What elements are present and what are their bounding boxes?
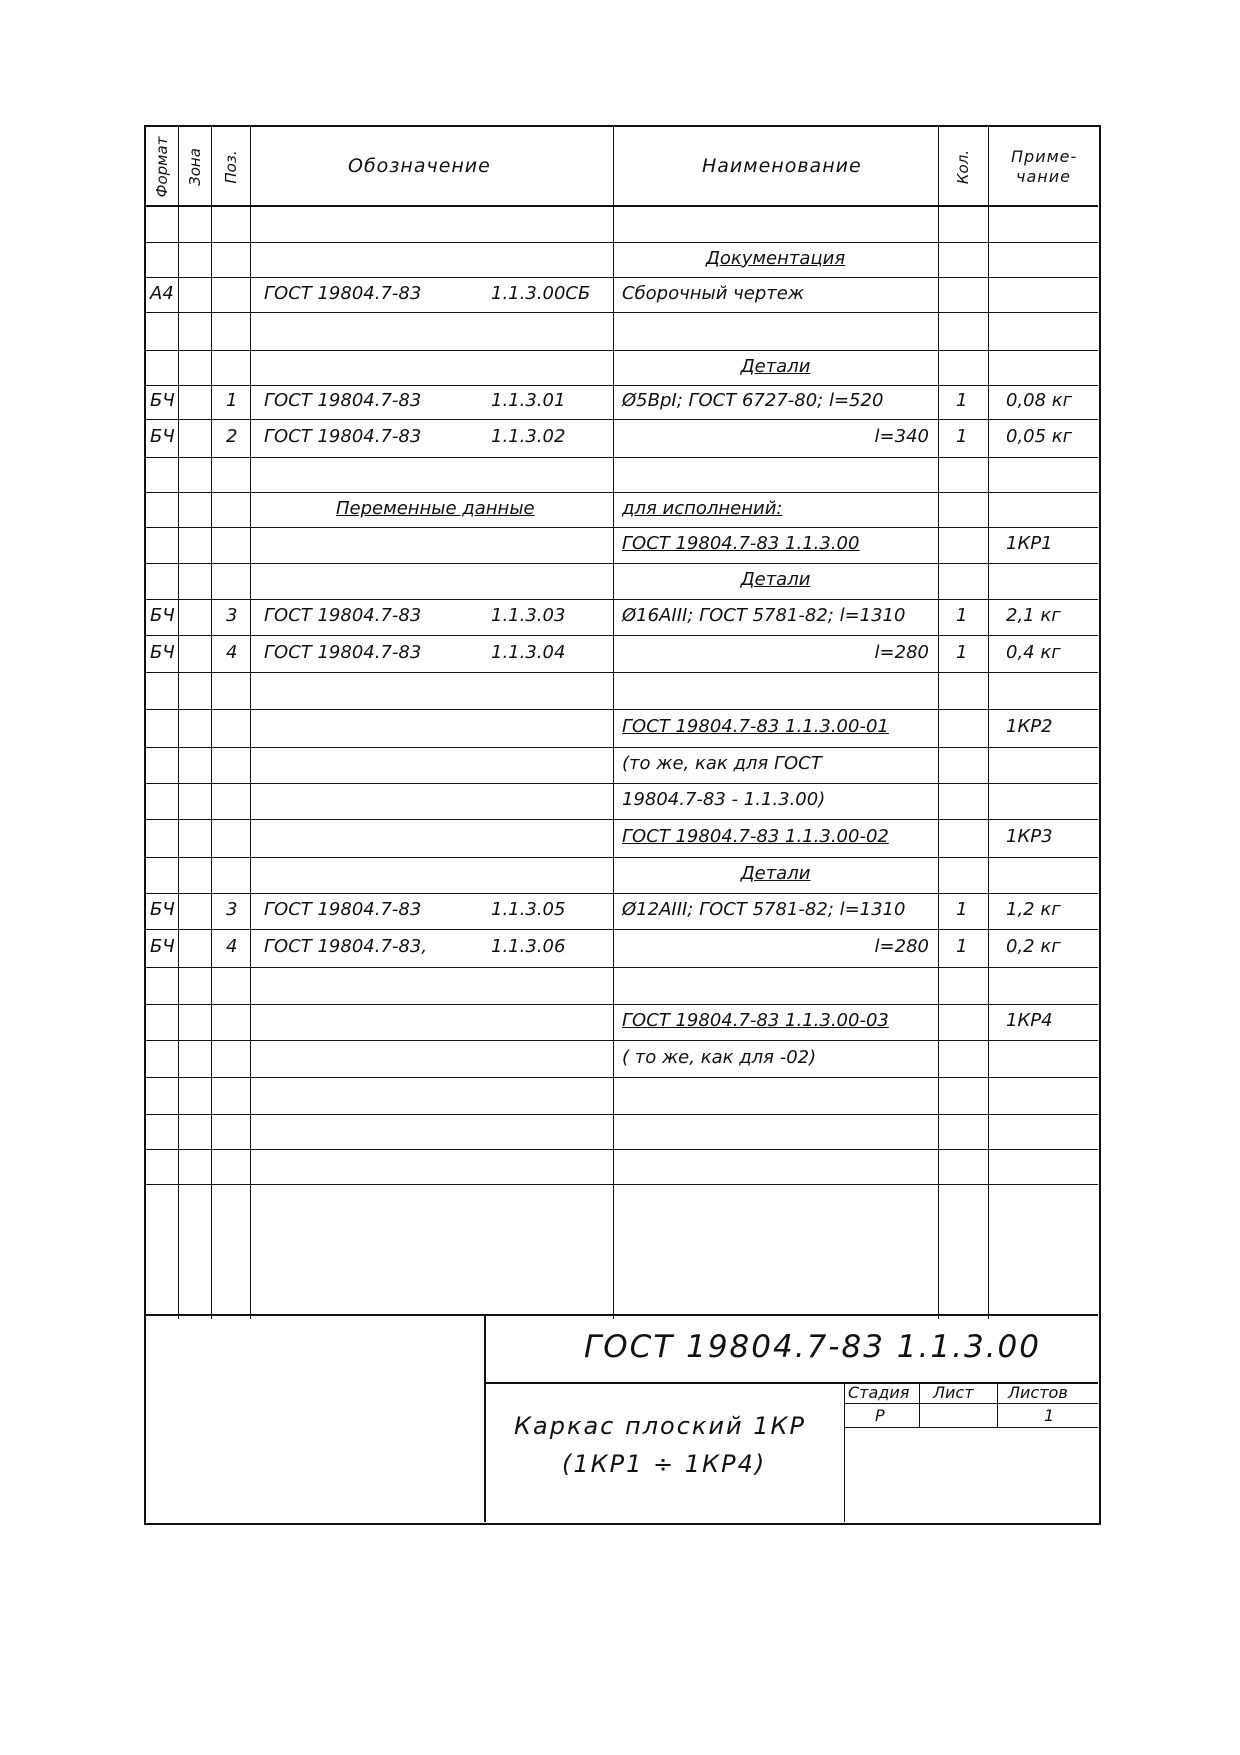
note-cell: 0,08 кг	[1006, 390, 1073, 411]
header-pos: Поз.	[222, 150, 240, 184]
format-cell: БЧ	[150, 641, 175, 663]
designation-cell: ГОСТ 19804.7-83,	[264, 936, 428, 957]
code-cell: 1.1.3.02	[491, 426, 566, 447]
header-zone: Зона	[186, 148, 204, 186]
product-name-line1: Каркас плоский 1КР	[514, 1412, 807, 1440]
code-cell: 1.1.3.01	[491, 390, 566, 411]
header-bottom-line	[146, 205, 1098, 207]
note-cell: 0,4 кг	[1006, 641, 1061, 663]
row-line	[146, 350, 1098, 351]
sheets-value: 1	[1044, 1406, 1055, 1425]
name-cell: (то же, как для ГОСТ	[622, 753, 822, 774]
row-line	[146, 967, 1098, 968]
code-cell: 1.1.3.05	[491, 899, 566, 920]
note-cell: 2,1 кг	[1006, 605, 1061, 626]
pos-cell: 4	[226, 936, 238, 957]
row-line	[146, 929, 1098, 930]
product-name-line2: (1КР1 ÷ 1КР4)	[562, 1450, 767, 1478]
designation-cell: ГОСТ 19804.7-83	[264, 605, 422, 626]
header-format: Формат	[153, 136, 171, 198]
name-cell: Детали	[740, 569, 811, 590]
title-block-top-line	[146, 1314, 1098, 1316]
header-note-line1: Приме-	[1011, 147, 1078, 166]
code-cell: 1.1.3.06	[491, 936, 566, 957]
row-line	[146, 277, 1098, 278]
note-cell: 0,05 кг	[1006, 426, 1073, 447]
designation-cell: ГОСТ 19804.7-83	[264, 390, 422, 411]
format-cell: БЧ	[150, 899, 175, 920]
row-line	[146, 457, 1098, 458]
name-cell: Сборочный чертеж	[622, 282, 805, 304]
row-line	[146, 635, 1098, 636]
note-cell: 1,2 кг	[1006, 899, 1061, 920]
sheets-label: Листов	[1008, 1383, 1068, 1402]
stage-label: Стадия	[848, 1383, 910, 1402]
format-cell: А4	[150, 282, 174, 304]
name-cell: ГОСТ 19804.7-83 1.1.3.00-01	[622, 716, 889, 737]
code-cell: 1.1.3.03	[491, 605, 566, 626]
title-block-label-line	[844, 1403, 1098, 1404]
name-cell: 19804.7-83 - 1.1.3.00)	[622, 789, 826, 810]
designation-cell: ГОСТ 19804.7-83	[264, 426, 422, 447]
note-cell: 1КР1	[1006, 533, 1053, 554]
row-line	[146, 819, 1098, 820]
row-line	[146, 709, 1098, 710]
row-line	[146, 783, 1098, 784]
name-cell: Детали	[740, 863, 811, 884]
row-line	[146, 419, 1098, 420]
col-divider-zone	[211, 127, 212, 1319]
qty-cell: 1	[956, 390, 968, 411]
col-divider-qty	[988, 127, 989, 1319]
designation-cell: ГОСТ 19804.7-83	[264, 282, 422, 304]
code-cell: 1.1.3.04	[491, 641, 566, 663]
title-block-number-line	[484, 1382, 1098, 1384]
col-divider-designation	[613, 127, 614, 1319]
row-line	[146, 1149, 1098, 1150]
col-divider-format	[178, 127, 179, 1319]
title-block-left-divider	[484, 1316, 486, 1522]
note-cell: 1КР2	[1006, 716, 1053, 737]
row-line	[146, 1184, 1098, 1185]
pos-cell: 4	[226, 641, 238, 663]
designation-cell: ГОСТ 19804.7-83	[264, 899, 422, 920]
title-block-sheets-divider	[997, 1382, 998, 1427]
name-cell: l=280	[874, 641, 929, 663]
qty-cell: 1	[956, 426, 968, 447]
qty-cell: 1	[956, 936, 968, 957]
row-line	[146, 492, 1098, 493]
row-line	[146, 1040, 1098, 1041]
row-line	[146, 1114, 1098, 1115]
pos-cell: 3	[226, 605, 238, 626]
col-divider-name	[938, 127, 939, 1319]
header-name: Наименование	[702, 155, 862, 177]
pos-cell: 2	[226, 426, 238, 447]
title-block-sheet-divider	[919, 1382, 920, 1427]
name-cell: ГОСТ 19804.7-83 1.1.3.00-03	[622, 1010, 889, 1031]
code-cell: 1.1.3.00СБ	[491, 282, 591, 304]
row-line	[146, 857, 1098, 858]
sheet-label: Лист	[933, 1383, 974, 1402]
header-note-line2: чание	[1016, 167, 1071, 186]
row-line	[146, 672, 1098, 673]
name-cell: ГОСТ 19804.7-83 1.1.3.00	[622, 533, 860, 554]
name-cell: Детали	[740, 355, 811, 377]
header-designation: Обозначение	[348, 155, 491, 177]
pos-cell: 1	[226, 390, 238, 411]
drawing-sheet	[144, 125, 1101, 1525]
note-cell: 0,2 кг	[1006, 936, 1061, 957]
name-cell: для исполнений:	[622, 497, 783, 519]
row-line	[146, 527, 1098, 528]
row-line	[146, 747, 1098, 748]
row-line	[146, 385, 1098, 386]
designation-cell: ГОСТ 19804.7-83	[264, 641, 422, 663]
name-cell: Ø12АIII; ГОСТ 5781-82; l=1310	[622, 899, 906, 920]
designation-cell: Переменные данные	[336, 497, 535, 519]
note-cell: 1КР3	[1006, 826, 1053, 847]
qty-cell: 1	[956, 641, 968, 663]
name-cell: Ø5ВрI; ГОСТ 6727-80; l=520	[622, 390, 884, 411]
name-cell: ГОСТ 19804.7-83 1.1.3.00-02	[622, 826, 889, 847]
name-cell: l=340	[874, 426, 929, 447]
row-line	[146, 599, 1098, 600]
name-cell: Ø16АIII; ГОСТ 5781-82; l=1310	[622, 605, 906, 626]
format-cell: БЧ	[150, 426, 175, 447]
row-line	[146, 242, 1098, 243]
row-line	[146, 893, 1098, 894]
format-cell: БЧ	[150, 605, 175, 626]
name-cell: ( то же, как для -02)	[622, 1046, 817, 1068]
qty-cell: 1	[956, 605, 968, 626]
format-cell: БЧ	[150, 936, 175, 957]
name-cell: l=280	[874, 936, 929, 957]
note-cell: 1КР4	[1006, 1010, 1053, 1031]
pos-cell: 3	[226, 899, 238, 920]
row-line	[146, 1004, 1098, 1005]
row-line	[146, 1077, 1098, 1078]
name-cell: Документация	[705, 247, 846, 269]
document-number: ГОСТ 19804.7-83 1.1.3.00	[584, 1329, 1041, 1365]
row-line	[146, 312, 1098, 313]
col-divider-pos	[250, 127, 251, 1319]
format-cell: БЧ	[150, 390, 175, 411]
row-line	[146, 563, 1098, 564]
title-block-value-line	[844, 1427, 1098, 1428]
stage-value: Р	[875, 1406, 885, 1425]
qty-cell: 1	[956, 899, 968, 920]
header-qty: Кол.	[954, 149, 972, 185]
